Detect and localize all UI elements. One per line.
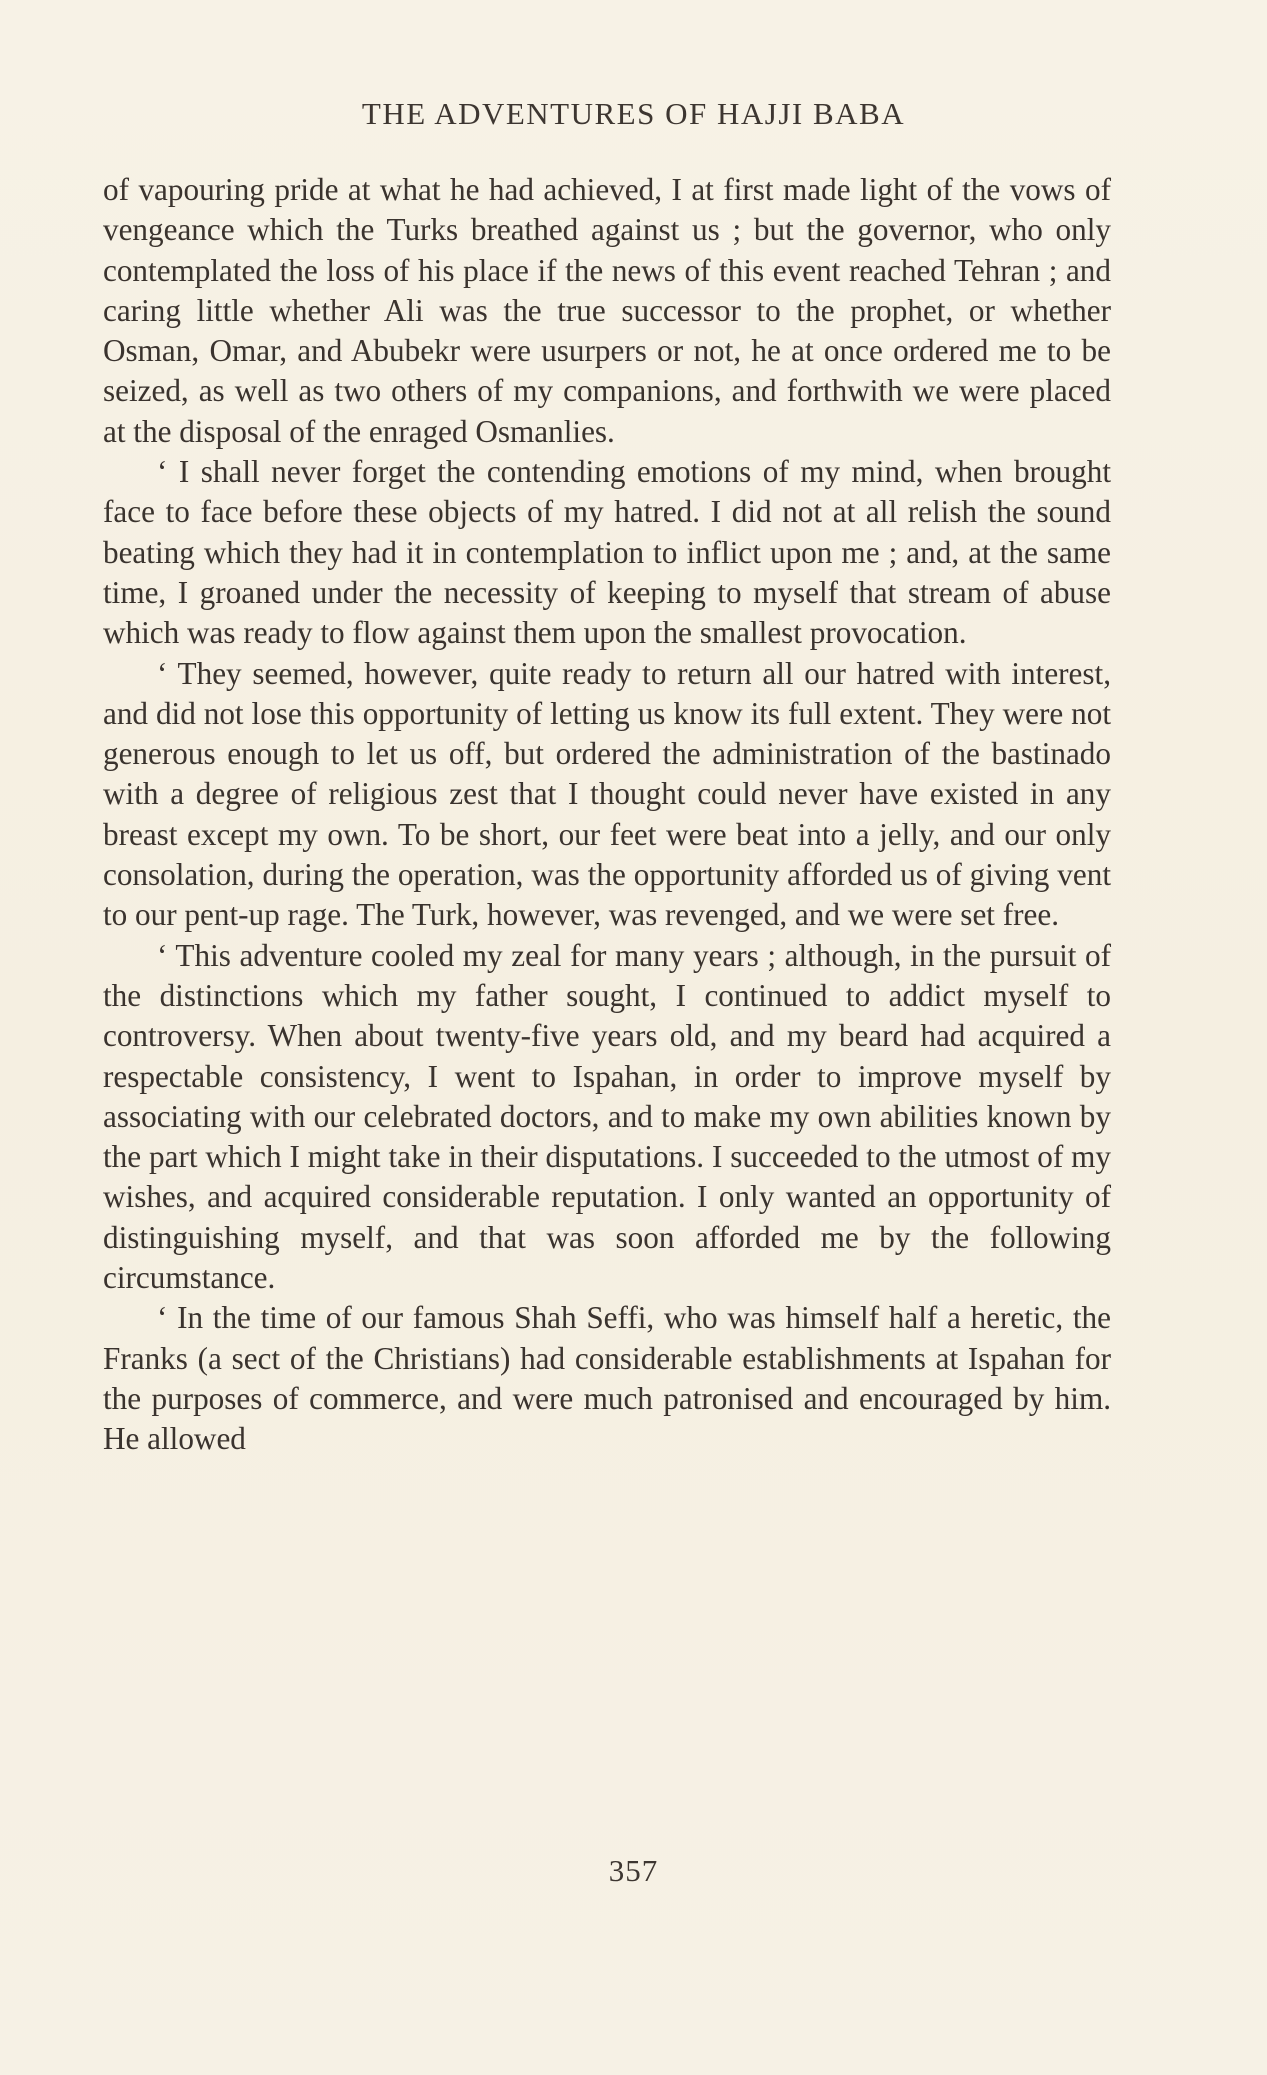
paragraph-2: ‘ I shall never forget the contending emotions of my mind, when brought face to face before these objects of my hatred. I did not at all relish the sound beating which they had it in contemplation to inflict upon me ; and, at the same time, I groaned under the necessity of keeping to myself that stream of abuse which was ready to flow against them upon the smallest provocation. bbox=[103, 454, 1111, 651]
paragraph-5: ‘ In the time of our famous Shah Seffi, who was himself half a heretic, the Franks (a sect of the Christians) had considerable establishments at Ispahan for the purposes of commerce, and were much patronised and encouraged by him. He allowed bbox=[103, 1300, 1111, 1457]
paragraph-1: of vapouring pride at what he had achieved, I at first made light of the vows of vengeance which the Turks breathed against us ; but the governor, who only contemplated the loss of his place if the news of this event reached Tehran ; and caring little whether Ali was the true successor to the prophet, or whether Osman, Omar, and Abubekr were usurpers or not, he at once ordered me to be seized, as well as two others of my companions, and forthwith we were placed at the disposal of the enraged Osmanlies. bbox=[103, 172, 1111, 449]
running-head: THE ADVENTURES OF HAJJI BABA bbox=[361, 96, 906, 131]
paragraph-4: ‘ This adventure cooled my zeal for many years ; although, in the pursuit of the distinctions which my father sought, I continued to addict myself to controversy. When about twenty-five years old, and my beard had acquired a respectable consistency, I went to Ispahan, in order to improve myself by associating with our celebrated doctors, and to make my own abilities known by the part which I might take in their disputations. I succeeded to the utmost of my wishes, and acquired considerable reputation. I only wanted an opportunity of distinguishing myself, and that was soon afforded me by the following circumstance. bbox=[103, 937, 1111, 1296]
page-number: 357 bbox=[608, 1853, 659, 1888]
paragraph-3: ‘ They seemed, however, quite ready to return all our hatred with interest, and did not lose this opportunity of letting us know its full extent. They were not generous enough to let us off, but ordered the administration of the bastinado with a degree of religious zest that I thought could never have existed in any breast except my own. To be short, our feet were beat into a jelly, and our only consolation, during the operation, was the opportunity afforded us of giving vent to our pent-up rage. The Turk, however, was revenged, and we were set free. bbox=[103, 655, 1111, 933]
body-text bbox=[103, 170, 1111, 1460]
